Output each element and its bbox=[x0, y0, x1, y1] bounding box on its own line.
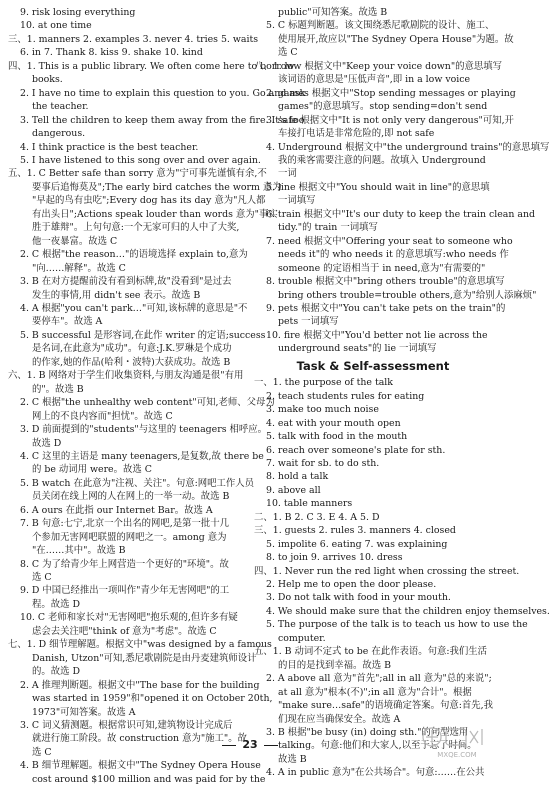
text-line: 5. The purpose of the talk is to teach us how to use the bbox=[266, 619, 528, 631]
text-line: 6. in 7. Thank 8. kiss 9. shake 10. kind bbox=[20, 47, 203, 59]
text-line: 选 C bbox=[32, 572, 52, 584]
text-line: 的 be 动词用 were。故选 C bbox=[32, 464, 152, 476]
text-line: 五、1. C Better safe than sorry 意为"宁可事先谨慎有余,不 bbox=[8, 168, 267, 180]
text-line: "在……其中"。故选 B bbox=[32, 545, 126, 557]
text-line: 3. B 在对方提醒前没有看到标牌,故"没看到"是过去 bbox=[20, 276, 232, 288]
text-line: 10. fire 根据文中"You'd better not lie across the bbox=[266, 329, 488, 341]
text-line: 2. teach students rules for eating bbox=[266, 390, 425, 402]
text-line: 发生的事情,用 didn't see 表示。故选 B bbox=[32, 289, 201, 301]
text-line: 3. safe 根据文中"It is not only very dangerous"可知,开 bbox=[266, 114, 514, 126]
text-line: 5. B successful 是形容词,在此作 writer 的定语;success bbox=[20, 329, 266, 341]
text-line: "早起的鸟有虫吃";Every dog has its day 意为"凡人都 bbox=[32, 195, 266, 207]
text-line: "向……解释"。故选 C bbox=[32, 262, 126, 274]
text-line: 选 C bbox=[278, 47, 298, 59]
text-line: 10. C 老师和家长对"无害网吧"抱乐观的,但许多有疑 bbox=[20, 612, 238, 624]
text-line: 一词 bbox=[278, 168, 297, 180]
text-line: 8. to join 9. arrives 10. dress bbox=[266, 552, 403, 564]
text-line: 的"。故选 B bbox=[32, 383, 84, 395]
text-line: 6. A ours 在此指 our Internet Bar。故选 A bbox=[20, 504, 213, 516]
text-line: 5. line 根据文中"You should wait in line"的意思填 bbox=[266, 181, 490, 193]
text-line: 2. C 根据"the reason…"的语境选择 explain to,意为 bbox=[20, 249, 248, 261]
text-line: 三、1. manners 2. examples 3. never 4. tries 5. waits bbox=[8, 33, 259, 45]
text-line: 四、1. Never run the red light when crossing the street. bbox=[254, 565, 520, 577]
text-line: 9. risk losing everything bbox=[20, 7, 136, 18]
text-line: 虑会去关注吧"think of 意为"考虑"。故选 C bbox=[32, 625, 217, 637]
text-line: 1973"可知答案。故选 A bbox=[32, 706, 136, 718]
text-line: 六、1. B 网络对于学生们收集资料,与朋友沟通是很"有用 bbox=[8, 370, 244, 382]
text-line: 10. at one time bbox=[20, 20, 92, 32]
text-line: 员关闭在线上网的人在网上的一举一动。故选 B bbox=[32, 491, 230, 503]
text-line: computer. bbox=[278, 632, 326, 644]
text-line: Danish, Utzon"可知,悉尼歌剧院是由丹麦建筑师设计 bbox=[32, 652, 257, 664]
watermark-text: MXQE.COM bbox=[437, 751, 477, 759]
text-line: 故选 D bbox=[32, 437, 62, 449]
text-line: 4. C 这里的主语是 many teenagers,是复数,故 there be bbox=[20, 450, 264, 462]
text-line: 该词语的意思是"压低声音",即 in a low voice bbox=[278, 74, 471, 86]
page-number: 23 bbox=[0, 738, 500, 751]
text-line: 4. We should make sure that the children enjoy themselves. bbox=[266, 605, 550, 617]
text-line: dangerous. bbox=[32, 128, 86, 140]
text-line: 一、1. the purpose of the talk bbox=[254, 377, 393, 389]
text-line: 四、1. This is a public library. We often come here to borrow bbox=[8, 60, 295, 72]
text-line: 的。故选 D bbox=[32, 666, 80, 678]
text-line: 一词填写 bbox=[278, 195, 316, 207]
text-line: underground seats"的 lie 一词填写 bbox=[278, 343, 437, 355]
text-line: 2. A 推理判断题。根据文中"The base for the building bbox=[20, 679, 260, 691]
text-line: 6. reach over someone's plate for sth. bbox=[266, 444, 446, 456]
section-title: Task & Self-assessment bbox=[296, 358, 450, 373]
text-line: talking。句意:他们和大家人,以至于忘了时间。 bbox=[278, 740, 477, 752]
text-line: books. bbox=[32, 74, 63, 86]
text-line: 2. I have no time to explain this question to you. Go and ask bbox=[20, 87, 306, 99]
text-line: 3. Tell the children to keep them away from the fire. It's too bbox=[20, 114, 305, 126]
text-line: 4. eat with your mouth open bbox=[266, 417, 401, 429]
text-line: 五、1. B 动词不定式 to be 在此作表语。句意:我们生活 bbox=[254, 646, 487, 658]
text-line: bring others trouble=trouble others,意为"给别人添麻烦" bbox=[278, 289, 537, 301]
text-line: 9. D 中国已经推出一项叫作"青少年无害网吧"的工 bbox=[20, 585, 230, 597]
text-line: 7. B 句意:七宁,北京一个出名的网吧,是第一批十几 bbox=[20, 518, 230, 530]
text-line: 有出头日";Actions speak louder than words 意为"事实 bbox=[32, 208, 278, 220]
text-line: needs it"的 who needs it 的意思填写:who needs 作 bbox=[278, 249, 509, 261]
text-line: 4. Underground 根据文中"the underground trains"的意思填写 bbox=[266, 141, 550, 153]
text-line: 4. I think practice is the best teacher. bbox=[20, 141, 199, 153]
text-line: 程。故选 D bbox=[32, 598, 80, 610]
text-line: 7. wait for sb. to do sth. bbox=[266, 457, 380, 469]
text-line: 6. train 根据文中"It's our duty to keep the train clean and bbox=[266, 208, 536, 220]
text-line: 8. trouble 根据文中"bring others trouble"的意思填写 bbox=[266, 276, 505, 288]
text-line: 选 C bbox=[32, 746, 52, 758]
text-line: 5. I have listened to this song over and over again. bbox=[20, 154, 261, 166]
text-line: pets 一词填写 bbox=[278, 316, 339, 328]
text-line: the teacher. bbox=[32, 101, 89, 113]
text-line: was started in 1959"和"opened it on October 20th, bbox=[32, 693, 273, 705]
text-line: 5. talk with food in the mouth bbox=[266, 431, 408, 443]
text-line: 2. games 根据文中"Stop sending messages or playing bbox=[266, 87, 516, 99]
text-line: 4. A 根据"you can't park…"可知,该标牌的意思是"不 bbox=[20, 302, 248, 314]
text-line: 5. B watch 在此意为"注视、关注"。句意:网吧工作人员 bbox=[20, 477, 254, 489]
text-line: 就进行施工阶段。故 construction 意为"施工"。故 bbox=[32, 733, 247, 745]
text-line: 4. A in public 意为"在公共场合"。句意:……在公共 bbox=[266, 767, 485, 779]
text-line: 3. make too much noise bbox=[266, 404, 379, 416]
text-line: 胜于雄辩"。上句句意:一个无家可归的人中了大奖, bbox=[32, 222, 240, 234]
text-line: 他一夜暴富。故选 C bbox=[32, 235, 118, 247]
text-line: 5. impolite 6. eating 7. was explaining bbox=[266, 538, 448, 550]
text-line: 5. C 标题判断题。该文围绕悉尼歌剧院的设计、施工、 bbox=[266, 20, 495, 32]
text-line: 网上的不良内容而"担忧"。故选 C bbox=[32, 410, 173, 422]
watermark-logo bbox=[418, 721, 496, 761]
text-line: 3. B 根据"be busy (in) doing sth."的句型选用 bbox=[266, 727, 469, 739]
text-line: 二、1. B 2. C 3. E 4. A 5. D bbox=[254, 511, 380, 523]
text-line: public"可知答案。故选 B bbox=[278, 7, 388, 18]
text-line: "make sure…safe"的语境确定答案。句意:首先,我 bbox=[278, 700, 493, 712]
text-line: 3. Do not talk with food in your mouth. bbox=[266, 592, 451, 604]
text-line: 要事后追悔莫及";The early bird catches the worm 意为 bbox=[32, 181, 282, 193]
text-line: 我的乘客需要注意的问题。故填入 Underground bbox=[278, 154, 486, 166]
text-line: 8. hold a talk bbox=[266, 471, 329, 483]
text-line: 是名词,在此意为"成功"。句意:J.K.罗琳是个成功 bbox=[32, 343, 232, 355]
text-line: 要停车"。故选 A bbox=[32, 316, 103, 328]
text-line: 10. table manners bbox=[266, 498, 353, 510]
right-column bbox=[254, 6, 550, 780]
text-line: 的作家,她的作品(哈利・波特)大获成功。故选 B bbox=[32, 356, 231, 368]
text-line: at all 意为"根本(不)";in all 意为"合计"。根据 bbox=[278, 686, 472, 698]
text-line: 个参加无害网吧联盟的网吧之一。among 意为 bbox=[32, 531, 227, 543]
text-line: someone 的定语相当于 in need,意为"有需要的" bbox=[278, 262, 486, 274]
text-line: 8. C 为了给青少年上网营造一个更好的"环境"。故 bbox=[20, 558, 229, 570]
text-line: tidy."的 train 一词填写 bbox=[278, 222, 378, 234]
text-line: 的目的是找到幸福。故选 B bbox=[278, 659, 391, 671]
text-line: 7. need 根据文中"Offering your seat to someone who bbox=[266, 235, 513, 247]
text-line: 八、1. low 根据文中"Keep your voice down"的意思填写 bbox=[254, 60, 503, 72]
text-line: 车接打电话是非常危险的,即 not safe bbox=[278, 128, 435, 140]
text-line: 2. C 根据"the unhealthy web content"可知,老师、父母为 bbox=[20, 397, 275, 409]
text-line: 使用展开,故应以"The Sydney Opera House"为题。故 bbox=[278, 33, 514, 45]
text-line: cost around $100 million and was paid for by the bbox=[32, 773, 266, 785]
text-line: 七、1. D 细节理解题。根据文中"was designed by a famous bbox=[8, 639, 272, 651]
text-line: 9. above all bbox=[266, 484, 321, 496]
text-line: 2. A above all 意为"首先";all in all 意为"总的来说"; bbox=[266, 673, 492, 685]
text-line: 3. D 前面提到的"students"与这里的 teenagers 相呼应。 bbox=[20, 424, 267, 436]
text-line: 3. C 词义猜测题。根据常识可知,建筑物设计完成后 bbox=[20, 720, 233, 732]
text-line: 故选 B bbox=[278, 753, 307, 765]
text-line: 9. pets 根据文中"You can't take pets on the train"的 bbox=[266, 302, 506, 314]
text-line: games"的意思填写。stop sending=don't send bbox=[278, 101, 488, 113]
text-line: 4. B 细节理解题。根据文中"The Sydney Opera House bbox=[20, 760, 261, 772]
text-line: 2. Help me to open the door please. bbox=[266, 579, 437, 591]
text-line: 们现在应当确保安全。故选 A bbox=[278, 713, 401, 725]
text-line: 三、1. guests 2. rules 3. manners 4. closed bbox=[254, 525, 456, 537]
